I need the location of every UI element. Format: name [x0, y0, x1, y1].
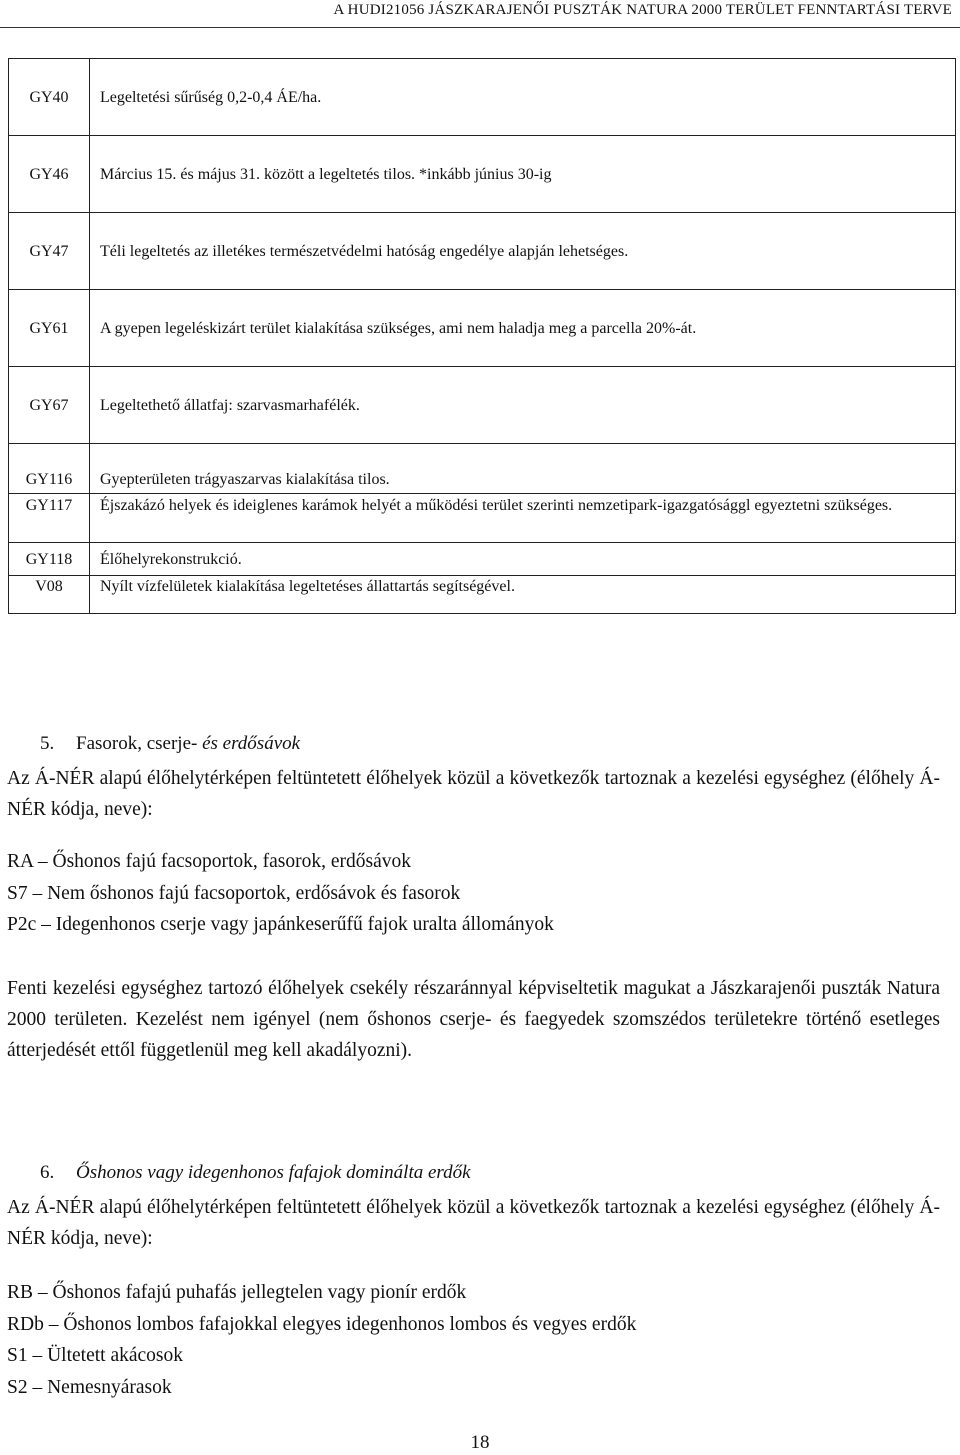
list-item: S1 – Ültetett akácosok: [7, 1345, 184, 1366]
header-j: J: [428, 2, 435, 18]
table-row: [9, 136, 956, 213]
measure-code: V08: [9, 576, 90, 614]
measure-text: Március 15. és május 31. között a legeltetés tilos. *inkább június 30-ig: [90, 136, 956, 213]
table-row: [9, 494, 956, 543]
section-5-list: [7, 846, 554, 941]
table-row: [9, 59, 956, 136]
section-5-title-plain: Fasorok, cserje-: [76, 733, 198, 754]
list-item: RDb – Őshonos lombos fafajokkal elegyes idegenhonos lombos és vegyes erdők: [7, 1313, 637, 1335]
section-6-title: [40, 1162, 471, 1184]
measure-code: GY67: [9, 367, 90, 444]
table-row: [9, 213, 956, 290]
table-row: [9, 444, 956, 494]
running-header: [334, 2, 952, 19]
measure-text: Éjszakázó helyek és ideiglenes karámok helyét a működési terület szerinti nemzetipark-igazgatósággl egyeztetni szükséges.: [90, 494, 956, 543]
measure-text: Nyílt vízfelületek kialakítása legeltetéses állattartás segítségével.: [90, 576, 956, 614]
table-row: [9, 290, 956, 367]
section-6-title-italic: Őshonos vagy idegenhonos fafajok dominálta erdők: [76, 1162, 471, 1183]
header-p: P: [553, 2, 562, 18]
section-6-list: [7, 1277, 636, 1403]
table-row: [9, 543, 956, 576]
section-5-number: 5.: [40, 733, 55, 754]
measure-text: A gyepen legeléskizárt terület kialakítása szükséges, ami nem haladja meg a parcella 20%-át.: [90, 290, 956, 367]
measure-text: Élőhelyrekonstrukció.: [90, 543, 956, 576]
header-w1: ÁSZKARAJENŐI: [434, 2, 554, 18]
measure-code: GY46: [9, 136, 90, 213]
section-5-title: [40, 733, 300, 755]
header-rule: [0, 27, 960, 28]
header-doc-id: A HUDI21056: [333, 2, 425, 18]
section-5-intro: Az Á-NÉR alapú élőhelytérképen feltüntetett élőhelyek közül a következők tartoznak a kezelési egységhez (élőhely Á-NÉR kódja, neve):: [7, 768, 940, 820]
section-6-number: 6.: [40, 1162, 55, 1183]
table-row: [9, 576, 956, 614]
section-5-note: Fenti kezelési egységhez tartozó élőhelyek csekély részaránnyal képviseltetik magukat a Jászkarajenői puszták Natura 2000 területen. Kezelést nem igényel (nem őshonos cserje- és faegyedek szomszédos területekre történő esetleges átterjedését ettől függetlenül meg kell akadályozni).: [7, 978, 940, 1061]
list-item: RA – Őshonos fajú facsoportok, fasorok, erdősávok: [7, 851, 412, 872]
list-item: P2c – Idegenhonos cserje vagy japánkeserűfű fajok uralta állományok: [7, 914, 554, 935]
measure-text: Legeltetési sűrűség 0,2-0,4 ÁE/ha.: [90, 59, 956, 136]
measure-code: GY117: [9, 494, 90, 543]
measure-code: GY118: [9, 543, 90, 576]
header-w3: ATURA 2000 TERÜLET FENNTARTÁSI TERVE: [637, 2, 952, 18]
list-item: S7 – Nem őshonos fajú facsoportok, erdősávok és fasorok: [7, 882, 461, 904]
measure-code: GY47: [9, 213, 90, 290]
measures-table: [8, 58, 956, 614]
measure-code: GY61: [9, 290, 90, 367]
header-w2: USZTÁK: [561, 2, 627, 18]
list-item: S2 – Nemesnyárasok: [7, 1376, 172, 1398]
measure-text: Gyepterületen trágyaszarvas kialakítása tilos.: [90, 444, 956, 494]
section-5-title-italic: és erdősávok: [197, 733, 301, 754]
header-n: N: [626, 2, 638, 18]
list-item: RB – Őshonos fafajú puhafás jellegtelen vagy pionír erdők: [7, 1282, 467, 1303]
section-6-intro: Az Á-NÉR alapú élőhelytérképen feltüntetett élőhelyek közül a következők tartoznak a kezelési egységhez (élőhely Á-NÉR kódja, neve):: [7, 1197, 940, 1249]
measure-code: GY40: [9, 59, 90, 136]
page-number: 18: [470, 1432, 490, 1453]
measure-text: Téli legeltetés az illetékes természetvédelmi hatóság engedélye alapján lehetséges.: [90, 213, 956, 290]
measure-code: GY116: [9, 444, 90, 494]
measure-text: Legeltethető állatfaj: szarvasmarhafélék.: [90, 367, 956, 444]
table-row: [9, 367, 956, 444]
